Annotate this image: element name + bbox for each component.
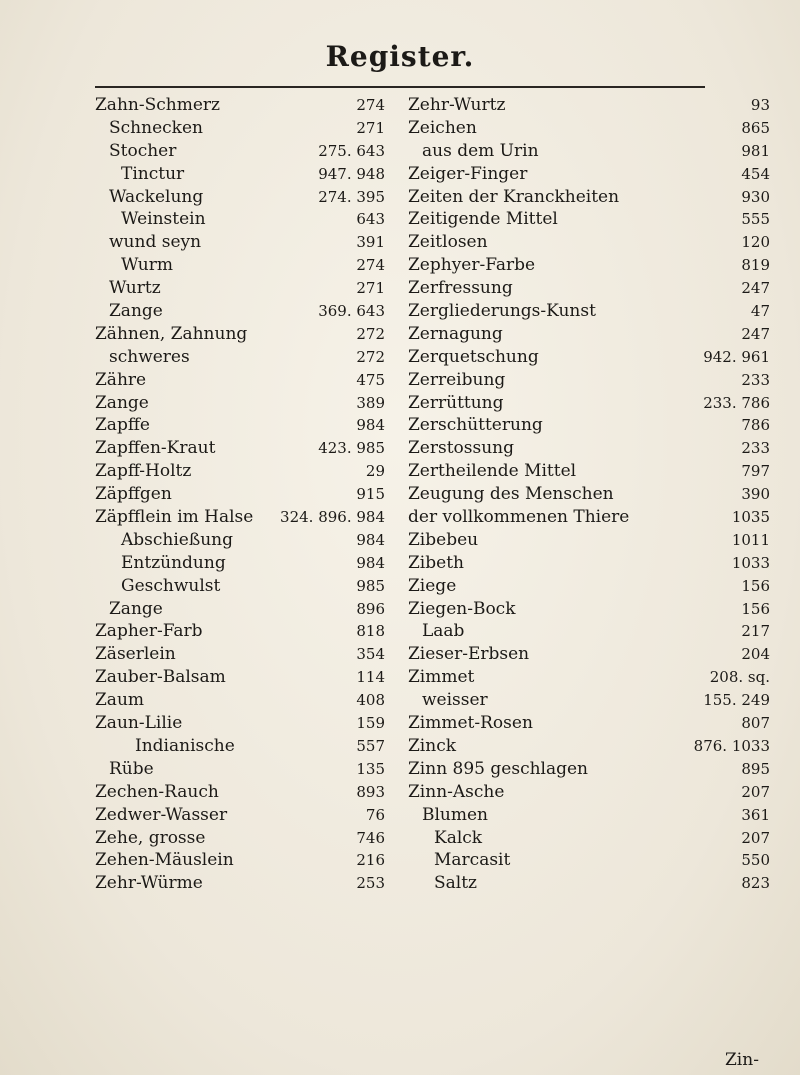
catchword: Zin-	[725, 1050, 759, 1070]
index-entry	[95, 849, 385, 872]
index-term: Zauber-Balsam	[95, 667, 226, 688]
index-entry	[408, 460, 770, 483]
index-entry	[95, 620, 385, 643]
index-entry	[408, 506, 770, 529]
index-term: Zimmet-Rosen	[408, 713, 533, 734]
index-entry	[408, 735, 770, 758]
index-term: Zange	[109, 301, 163, 322]
index-term: Zeitigende Mittel	[408, 209, 558, 230]
page-reference: 208. sq.	[709, 668, 770, 687]
index-entry	[408, 552, 770, 575]
index-entry	[95, 781, 385, 804]
page-reference: 893	[356, 782, 385, 801]
page-reference: 819	[741, 256, 770, 275]
index-entry	[408, 369, 770, 392]
index-entry	[408, 804, 770, 827]
page-reference: 274	[356, 256, 385, 275]
page-reference: 29	[365, 462, 385, 481]
page-title: Register.	[325, 40, 475, 73]
index-term: Ziegen-Bock	[408, 598, 516, 619]
page-reference: 390	[741, 485, 770, 504]
index-entry	[408, 277, 770, 300]
index-entry	[408, 849, 770, 872]
index-entry	[95, 140, 385, 163]
page-reference: 895	[741, 759, 770, 778]
index-term: Zimmet	[408, 667, 475, 688]
page-reference: 915	[356, 485, 385, 504]
index-entry	[95, 529, 385, 552]
index-term: Zinn 895 geschlagen	[408, 758, 589, 779]
index-term: Zieser-Erbsen	[408, 644, 530, 665]
page-reference: 1011	[731, 530, 770, 549]
page-reference: 156	[741, 599, 770, 618]
index-entry	[95, 804, 385, 827]
index-entry	[408, 620, 770, 643]
index-term: Blumen	[422, 804, 489, 825]
index-entry	[408, 758, 770, 781]
page-reference: 271	[356, 279, 385, 298]
index-term: Zähre	[95, 369, 147, 390]
index-term: Rübe	[109, 758, 154, 779]
index-entry	[95, 552, 385, 575]
page-reference: 207	[741, 782, 770, 801]
index-entry	[95, 506, 385, 529]
index-entry	[95, 712, 385, 735]
index-entry	[408, 529, 770, 552]
index-term: Zeiger-Finger	[408, 163, 528, 184]
page-reference: 159	[356, 714, 385, 733]
index-entry	[408, 872, 770, 895]
index-term: Wurm	[121, 255, 173, 276]
index-entry	[408, 689, 770, 712]
index-entry	[95, 827, 385, 850]
index-entry	[408, 323, 770, 346]
page-reference: 247	[741, 324, 770, 343]
index-entry	[95, 94, 385, 117]
index-entry	[408, 163, 770, 186]
index-entry	[95, 666, 385, 689]
right-index-column	[408, 94, 770, 895]
index-term: Zehe, grosse	[95, 827, 206, 848]
index-entry	[95, 598, 385, 621]
page-reference: 947. 948	[318, 164, 385, 183]
page-reference: 47	[750, 302, 770, 321]
page-reference: 155. 249	[703, 691, 770, 710]
index-entry	[95, 575, 385, 598]
page-reference: 1035	[731, 508, 770, 527]
index-term: Zange	[109, 598, 163, 619]
page-reference: 271	[356, 118, 385, 137]
index-entry	[408, 117, 770, 140]
page-reference: 557	[356, 736, 385, 755]
index-entry	[95, 414, 385, 437]
index-term: Saltz	[434, 873, 478, 894]
page-reference: 114	[356, 668, 385, 687]
index-entry	[408, 712, 770, 735]
index-entry	[95, 460, 385, 483]
page-reference: 272	[356, 324, 385, 343]
index-entry	[408, 231, 770, 254]
page-reference: 274. 395	[318, 187, 385, 206]
index-entry	[95, 323, 385, 346]
index-entry	[95, 163, 385, 186]
index-entry	[95, 231, 385, 254]
index-entry	[408, 666, 770, 689]
page-reference: 643	[356, 210, 385, 229]
page-reference: 423. 985	[318, 439, 385, 458]
page-reference: 233. 786	[703, 393, 770, 412]
index-term: Zapffe	[95, 415, 150, 436]
page-reference: 984	[356, 416, 385, 435]
page-reference: 216	[356, 851, 385, 870]
index-term: Abschießung	[121, 529, 233, 550]
index-term: Zerstossung	[408, 438, 515, 459]
header-rule	[95, 86, 705, 88]
page-reference: 361	[741, 805, 770, 824]
page-reference: 475	[356, 370, 385, 389]
index-term: Weinstein	[121, 209, 206, 230]
index-term: Zeugung des Menschen	[408, 484, 614, 505]
page-reference: 408	[356, 691, 385, 710]
page-reference: 555	[741, 210, 770, 229]
index-term: Zeitlosen	[408, 232, 488, 253]
index-term: Marcasit	[434, 850, 511, 871]
index-entry	[95, 369, 385, 392]
page-reference: 391	[356, 233, 385, 252]
page-reference: 135	[356, 759, 385, 778]
page-reference: 930	[741, 187, 770, 206]
index-entry	[95, 872, 385, 895]
index-term: Zibebeu	[408, 529, 479, 550]
index-term: Zahn-Schmerz	[95, 95, 220, 115]
page-reference: 207	[741, 828, 770, 847]
index-term: Indianische	[135, 735, 235, 756]
index-entry	[408, 575, 770, 598]
index-term: Zergliederungs-Kunst	[408, 301, 596, 322]
index-term: Zibeth	[408, 552, 464, 573]
page-reference: 984	[356, 553, 385, 572]
index-term: Zäserlein	[95, 644, 176, 665]
index-term: Zephyer-Farbe	[408, 255, 536, 276]
page-reference: 942. 961	[703, 347, 770, 366]
page-reference: 454	[741, 164, 770, 183]
index-term: Zerschütterung	[408, 415, 543, 436]
page-reference: 354	[356, 645, 385, 664]
index-entry	[95, 117, 385, 140]
page-reference: 786	[741, 416, 770, 435]
index-entry	[408, 94, 770, 117]
index-entry	[408, 208, 770, 231]
index-term: Zedwer-Wasser	[95, 804, 228, 825]
index-term: Zerquetschung	[408, 346, 539, 367]
page-reference: 876. 1033	[693, 736, 770, 755]
index-term: Zerfressung	[408, 278, 513, 299]
page-reference: 217	[741, 622, 770, 641]
index-term: Zapher-Farb	[95, 621, 203, 642]
index-term: aus dem Urin	[422, 140, 539, 161]
page-reference: 981	[741, 141, 770, 160]
index-term: wund seyn	[109, 232, 202, 253]
page-reference: 984	[356, 530, 385, 549]
index-term: Zeiten der Kranckheiten	[408, 186, 620, 207]
index-term: Zähnen, Zahnung	[95, 323, 248, 344]
page-reference: 272	[356, 347, 385, 366]
index-term: Zechen-Rauch	[95, 781, 219, 802]
page-reference: 550	[741, 851, 770, 870]
page-reference: 233	[741, 370, 770, 389]
index-term: Zinn-Asche	[408, 781, 505, 802]
page-reference: 896	[356, 599, 385, 618]
index-entry	[408, 414, 770, 437]
index-entry	[408, 300, 770, 323]
index-term: Zehr-Würme	[95, 873, 203, 894]
index-entry	[408, 392, 770, 415]
index-entry	[408, 254, 770, 277]
page-reference: 1033	[731, 553, 770, 572]
index-entry	[408, 437, 770, 460]
index-term: Zerrüttung	[408, 392, 504, 413]
index-term: Geschwulst	[121, 575, 221, 596]
index-entry	[95, 483, 385, 506]
page-reference: 324. 896. 984	[280, 508, 385, 527]
page-reference: 807	[741, 714, 770, 733]
index-term: Zeichen	[408, 117, 477, 138]
index-entry	[95, 643, 385, 666]
page-reference: 204	[741, 645, 770, 664]
index-entry	[408, 140, 770, 163]
index-term: Entzündung	[121, 552, 226, 573]
index-term: Stocher	[109, 140, 177, 161]
index-term: weisser	[422, 690, 488, 711]
page-reference: 156	[741, 576, 770, 595]
page-reference: 76	[365, 805, 385, 824]
index-entry	[95, 300, 385, 323]
index-entry	[408, 643, 770, 666]
index-entry	[408, 186, 770, 209]
index-term: schweres	[109, 346, 190, 367]
index-entry	[95, 437, 385, 460]
page-reference: 369. 643	[318, 302, 385, 321]
page-reference: 274	[356, 96, 385, 114]
index-term: Zaun-Lilie	[95, 713, 183, 734]
index-term: Ziege	[408, 575, 457, 596]
index-entry	[95, 758, 385, 781]
page-reference: 253	[356, 874, 385, 893]
index-entry	[95, 346, 385, 369]
index-term: Kalck	[434, 827, 483, 848]
page-reference: 818	[356, 622, 385, 641]
index-entry	[408, 346, 770, 369]
page-reference: 389	[356, 393, 385, 412]
index-term: Zehr-Wurtz	[408, 95, 506, 115]
page-reference: 746	[356, 828, 385, 847]
index-term: Zäpfflein im Halse	[95, 507, 254, 528]
index-term: Zäpffgen	[95, 484, 172, 505]
index-entry	[95, 277, 385, 300]
page-reference: 275. 643	[318, 141, 385, 160]
index-term: Zapffen-Kraut	[95, 438, 216, 459]
index-term: Zertheilende Mittel	[408, 461, 577, 482]
page-reference: 865	[741, 118, 770, 137]
index-entry	[95, 392, 385, 415]
index-term: Tinctur	[121, 163, 185, 184]
left-index-column	[95, 94, 385, 895]
page-reference: 823	[741, 874, 770, 893]
index-term: Wackelung	[109, 186, 204, 207]
index-term: Zehen-Mäuslein	[95, 850, 234, 871]
index-entry	[95, 735, 385, 758]
index-entry	[408, 827, 770, 850]
page-reference: 247	[741, 279, 770, 298]
index-term: Zinck	[408, 735, 457, 756]
index-entry	[95, 208, 385, 231]
index-term: Zange	[95, 392, 149, 413]
index-term: Zerreibung	[408, 369, 506, 390]
index-term: Laab	[422, 621, 465, 642]
index-entry	[408, 781, 770, 804]
page-reference: 120	[741, 233, 770, 252]
page-reference: 233	[741, 439, 770, 458]
index-term: Zernagung	[408, 323, 503, 344]
page-reference: 797	[741, 462, 770, 481]
index-term: Wurtz	[109, 278, 161, 299]
index-entry	[408, 483, 770, 506]
page-reference: 93	[750, 96, 770, 114]
index-term: der vollkommenen Thiere	[408, 507, 630, 528]
index-entry	[95, 689, 385, 712]
index-term: Schnecken	[109, 117, 203, 138]
index-term: Zapff-Holtz	[95, 461, 192, 482]
page-reference: 985	[356, 576, 385, 595]
index-entry	[95, 254, 385, 277]
index-term: Zaum	[95, 690, 145, 711]
index-entry	[95, 186, 385, 209]
index-entry	[408, 598, 770, 621]
